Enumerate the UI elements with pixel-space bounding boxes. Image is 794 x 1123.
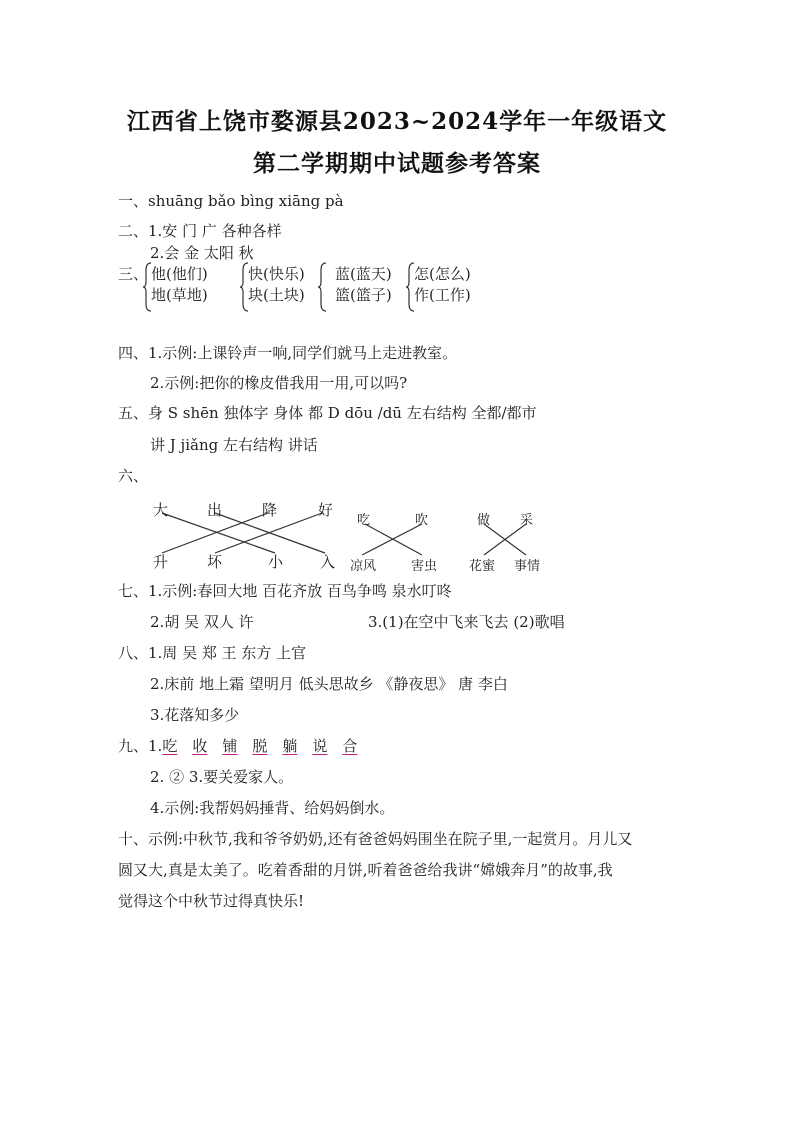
q3-group3-item1: 蓝(蓝天) [335, 265, 392, 283]
q9-prefix: 九、1. [118, 737, 163, 755]
q3-group1-item1: 他(他们) [151, 265, 208, 283]
answer-10-line-1: 十、示例:中秋节,我和爷爷奶奶,还有爸爸妈妈围坐在院子里,一起赏月。月儿又 [118, 830, 633, 848]
answer-9-line-3: 4.示例:我帮妈妈捶背、给妈妈倒水。 [150, 799, 395, 817]
answer-2-line-2: 2.会 金 太阳 秋 [150, 244, 254, 262]
answer-7-line-2b: 3.(1)在空中飞来飞去 (2)歌唱 [368, 613, 565, 631]
q6-bottom-1: 升 [153, 553, 169, 571]
q9-char-4: 脱 [252, 737, 268, 755]
answer-9-line-1 [118, 737, 357, 755]
q3-group2-item1: 快(快乐) [248, 265, 305, 283]
title-line-1: 江西省上饶市婺源县2023~2024学年一年级语文 [126, 108, 668, 135]
q6-g2-top-2: 吹 [415, 513, 429, 528]
answer-10-line-2: 圆又大,真是太美了。吃着香甜的月饼,听着爸爸给我讲“嫦娥奔月”的故事,我 [118, 861, 613, 879]
answer-10-line-3: 觉得这个中秋节过得真快乐! [118, 892, 305, 910]
answer-7-line-2a: 2.胡 吴 双人 许 [150, 613, 254, 631]
answer-7-line-1: 七、1.示例:春回大地 百花齐放 百鸟争鸣 泉水叮咚 [118, 582, 452, 600]
q6-g2-top-1: 吃 [357, 513, 371, 528]
answer-8-line-1: 八、1.周 吴 郑 王 东方 上官 [118, 644, 307, 662]
answer-8-line-3: 3.花落知多少 [150, 706, 240, 724]
q9-char-7: 合 [342, 737, 358, 755]
q3-group3-item2: 篮(篮子) [335, 286, 392, 304]
q6-g3-bottom-1: 花蜜 [469, 559, 496, 574]
q6-top-1: 大 [153, 501, 169, 519]
q6-g2-bottom-1: 凉风 [350, 559, 377, 574]
title-line-2: 第二学期期中试题参考答案 [253, 150, 541, 177]
q6-top-2: 出 [207, 501, 223, 519]
q3-group4-item2: 作(工作) [414, 286, 471, 304]
answer-5-line-1: 五、身 S shēn 独体字 身体 都 D dōu /dū 左右结构 全都/都市 [118, 404, 537, 422]
q9-char-1: 吃 [162, 737, 178, 755]
q6-bottom-3: 小 [268, 553, 284, 571]
q3-group1-item2: 地(草地) [151, 286, 208, 304]
answer-9-line-2: 2. ② 3.要关爱家人。 [150, 768, 294, 786]
q6-bottom-2: 坏 [207, 553, 223, 571]
answer-1: 一、shuāng bǎo bìng xiāng pà [118, 192, 344, 210]
q6-top-3: 降 [262, 501, 278, 519]
q6-g3-top-2: 采 [520, 513, 534, 528]
q6-bottom-4: 入 [320, 553, 336, 571]
q6-g3-bottom-2: 事情 [514, 559, 541, 574]
answer-5-line-2: 讲 J jiǎng 左右结构 讲话 [150, 436, 318, 454]
q3-group2-item2: 块(土块) [248, 286, 305, 304]
answer-6-label: 六、 [118, 467, 149, 485]
q6-g2-bottom-2: 害虫 [411, 559, 438, 574]
answer-4-line-1: 四、1.示例:上课铃声一响,同学们就马上走进教室。 [118, 344, 458, 362]
q9-char-2: 收 [192, 737, 208, 755]
answer-4-line-2: 2.示例:把你的橡皮借我用一用,可以吗? [150, 374, 408, 392]
q9-char-3: 铺 [222, 737, 238, 755]
q9-char-6: 说 [312, 737, 328, 755]
q3-group4-item1: 怎(怎么) [414, 265, 471, 283]
q6-g3-top-1: 做 [477, 513, 491, 528]
q6-top-4: 好 [318, 501, 334, 519]
answer-8-line-2: 2.床前 地上霜 望明月 低头思故乡 《静夜思》 唐 李白 [150, 675, 508, 693]
answer-3-label: 三、 [118, 265, 149, 283]
answer-2-line-1: 二、1.安 门 广 各种各样 [118, 222, 282, 240]
q9-char-5: 躺 [282, 737, 298, 755]
